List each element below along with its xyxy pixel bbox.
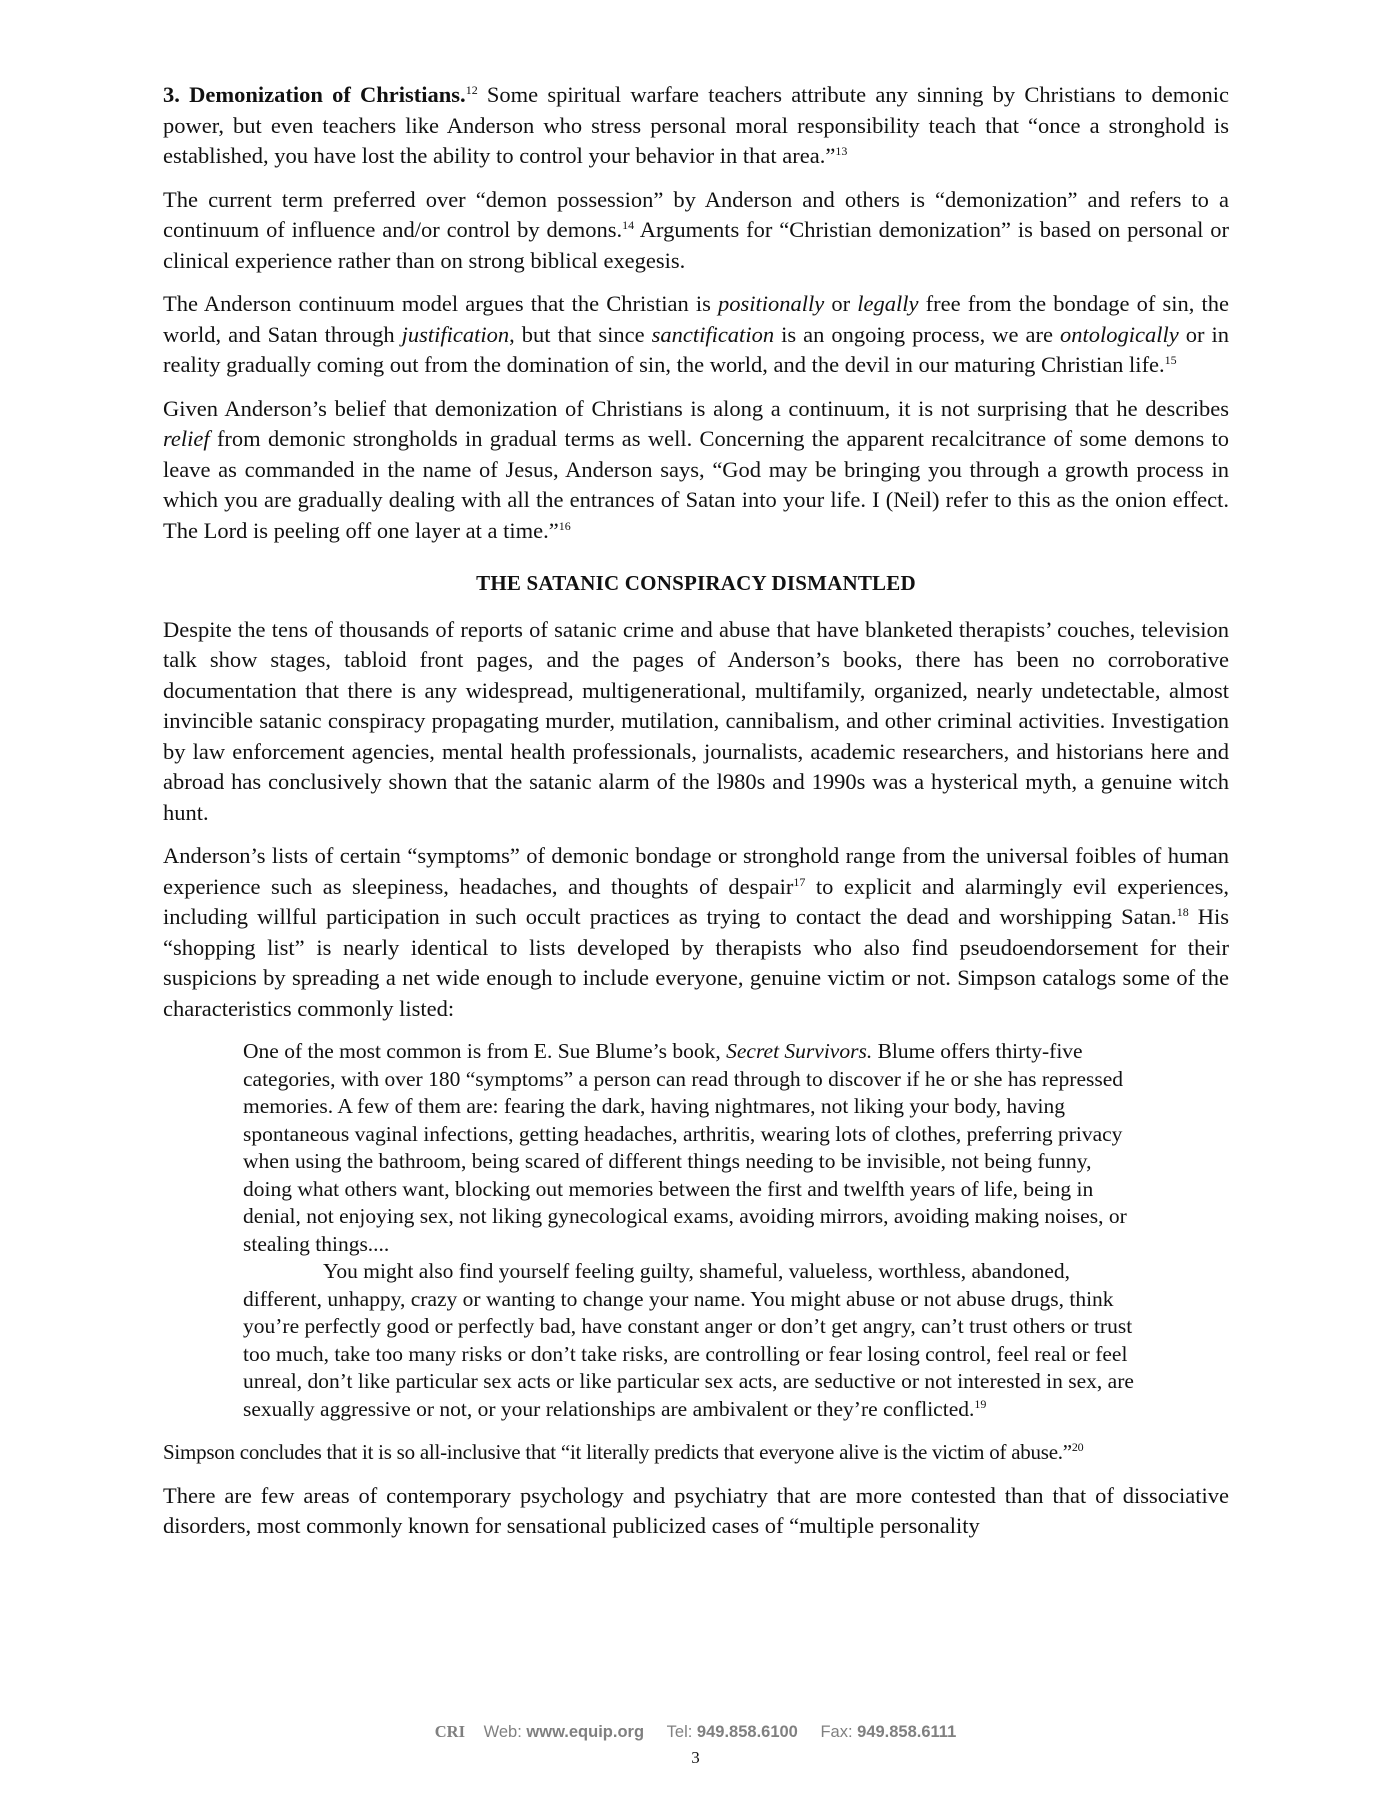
tel-label: Tel:: [666, 1723, 693, 1741]
footnote-ref[interactable]: 19: [974, 1396, 987, 1411]
block-quote-paragraph: One of the most common is from E. Sue Blume’s book, Secret Survivors. Blume offers thirty-five categories, with over 180 “symptoms” a person can read through to discover if he or she has repressed memories. A few of them are: fearing the dark, having nightmares, not liking your body, having spontaneous vaginal infections, getting headaches, arthritis, wearing lots of clothes, preferring privacy when using the bathroom, being scared of different things needing to be invisible, not being funny, doing what others want, blocking out memories between the first and twelfth years of life, being in denial, not enjoying sex, not liking gynecological exams, avoiding mirrors, avoiding making noises, or stealing things....: [243, 1039, 1127, 1256]
paragraph-dissociative-disorders: There are few areas of contemporary psychology and psychiatry that are more contested than that of dissociative disorders, most commonly known for sensational publicized cases of “multiple personality: [163, 1482, 1229, 1538]
fax-number: 949.858.6111: [857, 1723, 957, 1741]
document-page: [163, 80, 1229, 1555]
web-label: Web:: [483, 1723, 522, 1741]
web-link[interactable]: www.equip.org: [526, 1723, 645, 1741]
footnote-ref[interactable]: 14: [622, 218, 635, 232]
footnote-ref[interactable]: 13: [835, 144, 848, 158]
footnote-ref[interactable]: 17: [793, 874, 806, 889]
paragraph-symptoms-lists: Anderson’s lists of certain “symptoms” of demonic bondage or stronghold range from the universal foibles of human experience such as sleepiness, headaches, and thoughts of despair$^{17}$ to explicit and alarmingly evil experiences, including willful participation in such occult practices as trying to contact the dead and worshipping Satan.$^{18}$ His “shopping list” is nearly identical to lists developed by therapists who also find pseudoendorsement for their suspicions by spreading a net wide enough to include everyone, genuine victim or not. Simpson catalogs some of the characteristics commonly listed:: [163, 843, 1229, 1021]
paragraph-simpson-concludes: Simpson concludes that it is so all-inclusive that “it literally predicts that everyone alive is the victim of abuse.”$^{20}$: [163, 1440, 1084, 1464]
paragraph-current-term: The current term preferred over “demon possession” by Anderson and others is “demonization” and refers to a continuum of influence and/or control by demons.$^{14}$ Arguments for “Christian demonization” is based on personal or clinical experience rather than on strong biblical exegesis.: [163, 186, 1229, 273]
footnote-ref[interactable]: 20: [1071, 1440, 1084, 1454]
paragraph-continuum-model: The Anderson continuum model argues that the Christian is positionally or legally free from the bondage of sin, the world, and Satan through justification, but that since sanctification is an ongoing process, we are ontologically or in reality gradually coming out from the domination of sin, the world, and the devil in our maturing Christian life.$^{15}$: [163, 291, 1230, 377]
footnote-ref[interactable]: 15: [1164, 353, 1177, 367]
page-footer: [0, 1722, 1391, 1742]
fax-label: Fax:: [820, 1723, 853, 1741]
footnote-ref[interactable]: 12: [465, 83, 478, 97]
footnote-ref[interactable]: 16: [558, 518, 571, 533]
org-name: CRI: [434, 1722, 465, 1741]
block-quote-paragraph: You might also find yourself feeling guilty, shameful, valueless, worthless, abandoned, different, unhappy, crazy or wanting to change your name. You might abuse or not abuse drugs, think you’re perfectly good or perfectly bad, have constant anger or don’t get angry, can’t trust others or trust too much, take too many risks or don’t take risks, are controlling or fear losing control, feel real or feel unreal, don’t like particular sex acts or like particular sex acts, are seductive or not interested in sex, are sexually aggressive or not, or your relationships are ambivalent or they’re conflicted.$^{19}$: [243, 1259, 1134, 1421]
paragraph-onion-effect: Given Anderson’s belief that demonization of Christians is along a continuum, it is not surprising that he describes relief from demonic strongholds in gradual terms as well. Concerning the apparent recalcitrance of some demons to leave as commanded in the name of Jesus, Anderson says, “God may be bringing you through a growth process in which you are gradually dealing with all the entrances of Satan into your life. I (Neil) refer to this as the onion effect. The Lord is peeling off one layer at a time.”$^{16}$: [163, 395, 1229, 543]
page-number: 3: [691, 1748, 700, 1767]
block-quote: [243, 1038, 1143, 1423]
book-title: Secret Survivors.: [726, 1039, 873, 1063]
section-heading: THE SATANIC CONSPIRACY DISMANTLED: [476, 571, 916, 595]
section-lead-heading: 3. Demonization of Christians.: [163, 82, 466, 107]
paragraph-satanic-conspiracy: Despite the tens of thousands of reports of satanic crime and abuse that have blanketed therapists’ couches, television talk show stages, tabloid front pages, and the pages of Anderson’s books, there has been no corroborative documentation that there is any widespread, multigenerational, multifamily, organized, nearly undetectable, almost invincible satanic conspiracy propagating murder, mutilation, cannibalism, and other criminal activities. Investigation by law enforcement agencies, mental health professionals, journalists, academic researchers, and historians here and abroad has conclusively shown that the satanic alarm of the l980s and 1990s was a hysterical myth, a genuine witch hunt.: [163, 616, 1229, 825]
tel-number: 949.858.6100: [696, 1723, 798, 1741]
footnote-ref[interactable]: 18: [1176, 905, 1189, 919]
paragraph-demonization-of-christians: 3. Demonization of Christians.$^{12}$ Some spiritual warfare teachers attribute any sinning by Christians to demonic power, but even teachers like Anderson who stress personal moral responsibility teach that “once a stronghold is established, you have lost the ability to control your behavior in that area.”$^{13}$: [163, 82, 1229, 168]
